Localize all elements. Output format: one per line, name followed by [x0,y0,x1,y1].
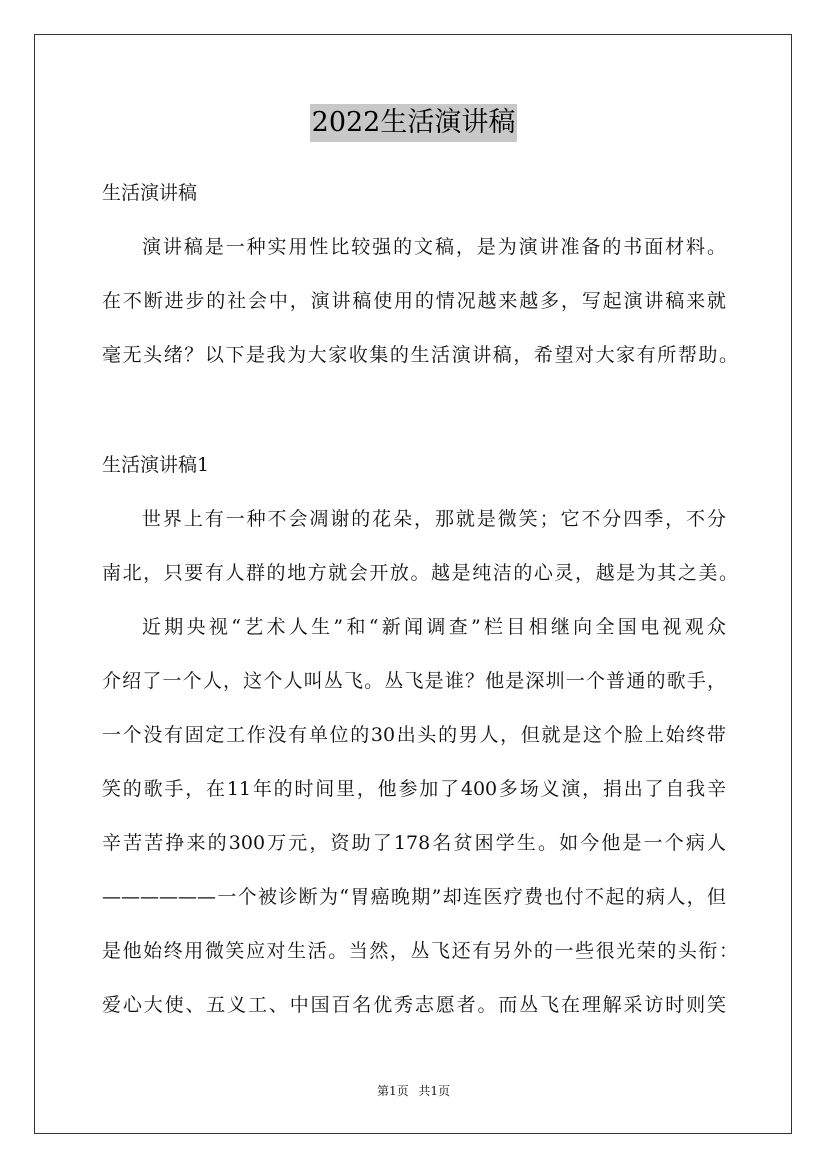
paragraph-line: 在不断进步的社会中，演讲稿使用的情况越来越多，写起演讲稿来就 [102,290,726,312]
section-heading: 生活演讲稿1 [102,454,210,476]
paragraph-line: 是他始终用微笑应对生活。当然，丛飞还有另外的一些很光荣的头衔： [102,940,738,962]
paragraph-line: 南北，只要有人群的地方就会开放。越是纯洁的心灵，越是为其之美。 [102,562,738,584]
paragraph-line: 近期央视“艺术人生”和“新闻调查”栏目相继向全国电视观众 [142,616,726,638]
paragraph-line: 辛苦苦挣来的300万元，资助了178名贫困学生。如今他是一个病人 [102,832,726,854]
title-container [0,104,827,142]
document-title: 2022生活演讲稿 [310,104,518,142]
paragraph-line: ——————一个被诊断为“胃癌晚期”却连医疗费也付不起的病人，但 [102,886,726,908]
page-number-current: 第1页 [376,1084,409,1098]
paragraph-line: 介绍了一个人，这个人叫丛飞。丛飞是谁？他是深圳一个普通的歌手， [102,670,726,692]
paragraph-line: 一个没有固定工作没有单位的30出头的男人，但就是这个脸上始终带 [102,724,726,746]
page-number-total: 共1页 [418,1084,451,1098]
paragraph-line: 笑的歌手，在11年的时间里，他参加了400多场义演，捐出了自我辛 [102,778,726,800]
paragraph-line: 世界上有一种不会凋谢的花朵，那就是微笑；它不分四季，不分 [142,508,726,530]
paragraph-line: 爱心大使、五义工、中国百名优秀志愿者。而丛飞在理解采访时则笑 [102,994,726,1016]
section-heading: 生活演讲稿 [102,182,198,204]
paragraph-line: 演讲稿是一种实用性比较强的文稿，是为演讲准备的书面材料。 [142,236,726,258]
page-footer [0,1083,827,1099]
paragraph-line: 毫无头绪？以下是我为大家收集的生活演讲稿，希望对大家有所帮助。 [102,344,738,366]
